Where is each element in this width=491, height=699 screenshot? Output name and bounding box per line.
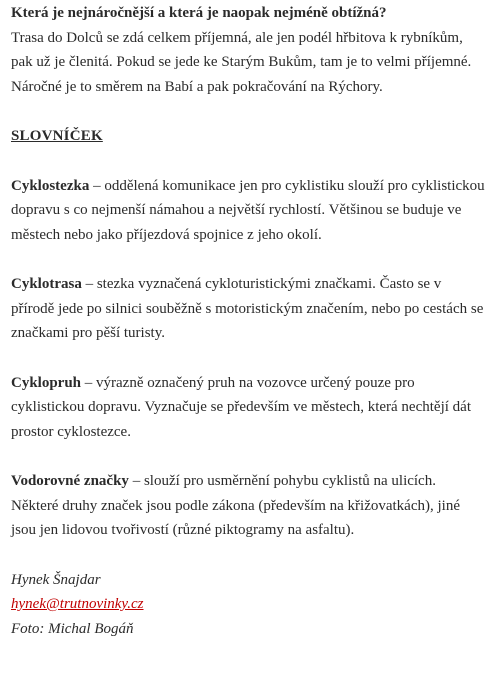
glossary-entry-vodorovne-znacky [11,469,487,543]
intro-question: Která je nejnáročnější a která je naopak nejméně obtížná? [11,5,387,21]
author-email-link[interactable]: hynek@trutnovinky.cz [11,596,144,612]
glossary-definition: – výrazně označený pruh na vozovce určený pouze pro cyklistickou dopravu. Vyznačuje se především ve městech, která nechtějí dát prostor cyklostezce. [11,374,471,440]
photo-credit: Foto: Michal Bogáň [11,620,134,637]
glossary-entry-cyklotrasa [11,272,487,346]
glossary-entry-cyklostezka [11,174,487,248]
glossary-term: Cyklostezka [11,177,90,194]
article-body [11,1,487,641]
glossary-definition: – stezka vyznačená cykloturistickými značkami. Často se v přírodě jede po silnici souběžně s motoristickým značením, nebo po cestách se značkami pro pěší turisty. [11,276,484,341]
glossary-entry-cyklopruh [11,371,487,445]
author-name: Hynek Šnajdar [11,571,101,588]
glossary-term: Cyklopruh [11,374,82,391]
intro-answer: Trasa do Dolců se zdá celkem příjemná, ale jen podél hřbitova k rybníkům, pak už je členitá. Pokud se jede ke Starým Bukům, tam je to velmi příjemné. Náročné je to směrem na Babí a pak pokračování na Rýchory. [11,29,472,95]
glossary-definition: – oddělená komunikace jen pro cyklistiku slouží pro cyklistickou dopravu s co nejmenší námahou a největší rychlostí. Většinou se buduje ve městech nebo jako příjezdová spojnice z jeho okolí. [11,177,485,243]
glossary-heading: SLOVNÍČEK [11,128,103,144]
glossary-term: Cyklotrasa [11,276,82,292]
glossary-term: Vodorovné značky [11,473,129,489]
intro-paragraph [11,1,487,99]
glossary-definition: – slouží pro usměrnění pohybu cyklistů na ulicích. Některé druhy značek jsou podle zákona (především na křižovatkách), jiné jsou jen lidovou tvořivostí (různé piktogramy na asfaltu). [11,473,460,538]
article-signature [11,568,487,642]
